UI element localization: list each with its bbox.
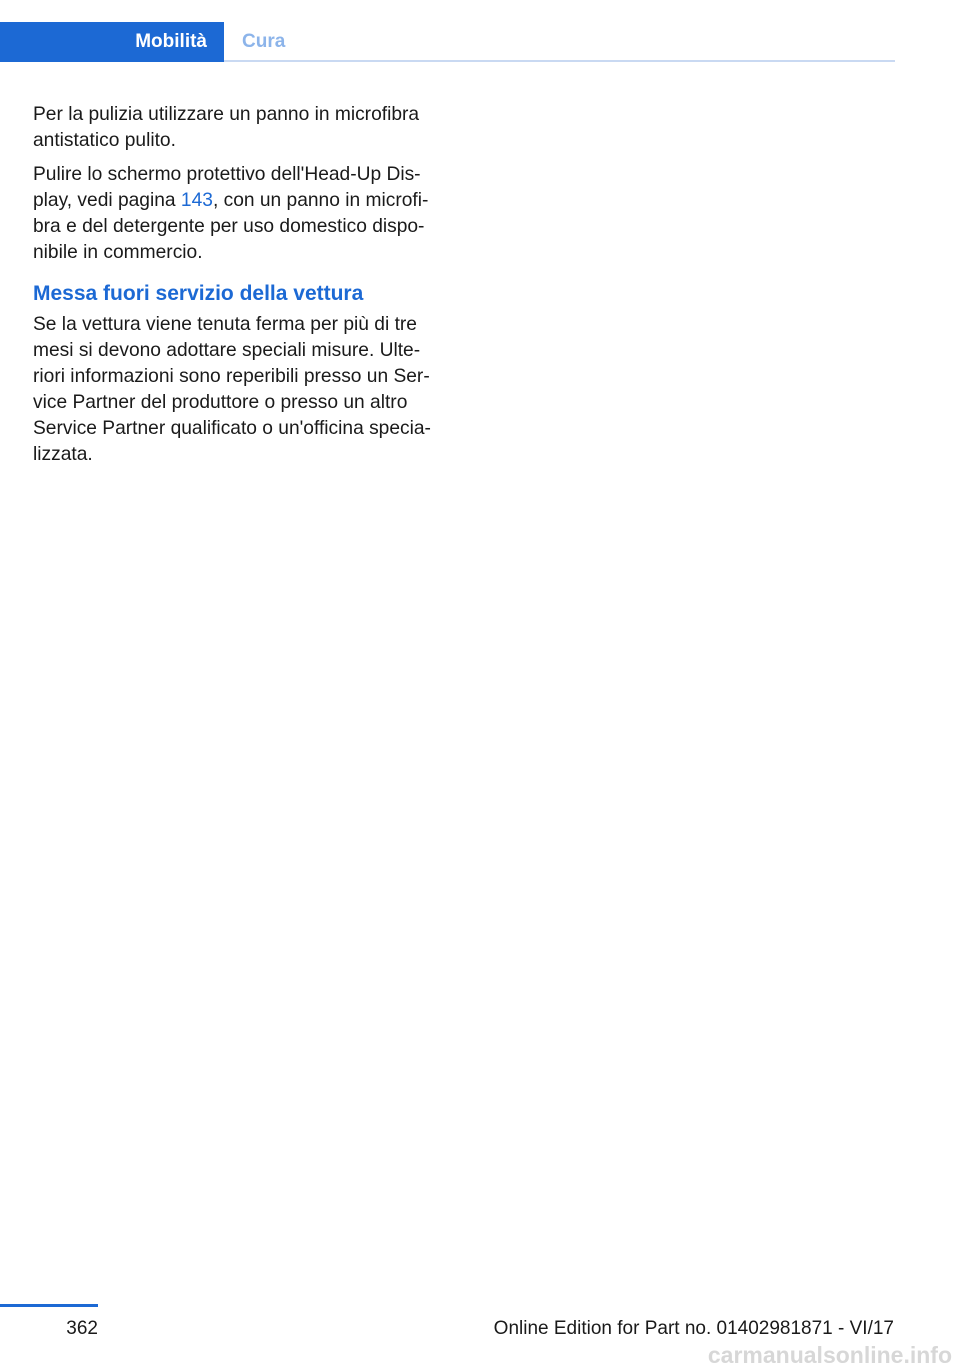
text-line: antistatico pulito. bbox=[33, 130, 176, 151]
text-line: Service Partner qualificato o un'officina specia- bbox=[33, 418, 431, 439]
text-line: Per la pulizia utilizzare un panno in microfibra bbox=[33, 104, 420, 125]
paragraph-decommissioning bbox=[33, 312, 453, 468]
text-line bbox=[33, 188, 453, 214]
watermark: carmanualsonline.info bbox=[707, 1342, 952, 1368]
text-fragment: , con un panno in microfi- bbox=[212, 190, 429, 211]
text-line: riori informazioni sono reperibili presso un Ser- bbox=[33, 366, 430, 387]
section-tab-mobilita: Mobilità bbox=[0, 22, 224, 62]
page-reference-link[interactable]: 143 bbox=[180, 190, 213, 211]
text-line: bra e del detergente per uso domestico dispo- bbox=[33, 216, 425, 237]
text-fragment: play, vedi pagina bbox=[33, 190, 181, 211]
section-tab-cura: Cura bbox=[242, 31, 286, 52]
section-heading: Messa fuori servizio della vettura bbox=[33, 282, 364, 305]
text-line: nibile in commercio. bbox=[33, 242, 203, 263]
text-line: Se la vettura viene tenuta ferma per più di tre bbox=[33, 314, 417, 335]
edition-info: Online Edition for Part no. 01402981871 - VI/17 bbox=[493, 1318, 894, 1339]
page-number: 362 bbox=[66, 1318, 98, 1339]
footer-rule bbox=[0, 1304, 98, 1307]
text-line: vice Partner del produttore o presso un altro bbox=[33, 392, 408, 413]
paragraph-cleaning-cloth bbox=[33, 102, 453, 154]
page-content bbox=[33, 102, 453, 476]
paragraph-head-up-display bbox=[33, 162, 453, 266]
page-header bbox=[0, 22, 895, 62]
text-line: lizzata. bbox=[33, 444, 93, 465]
text-line: mesi si devono adottare speciali misure. Ulte- bbox=[33, 340, 421, 361]
header-rule bbox=[224, 60, 895, 62]
text-line: Pulire lo schermo protettivo dell'Head-Up Dis- bbox=[33, 164, 421, 185]
